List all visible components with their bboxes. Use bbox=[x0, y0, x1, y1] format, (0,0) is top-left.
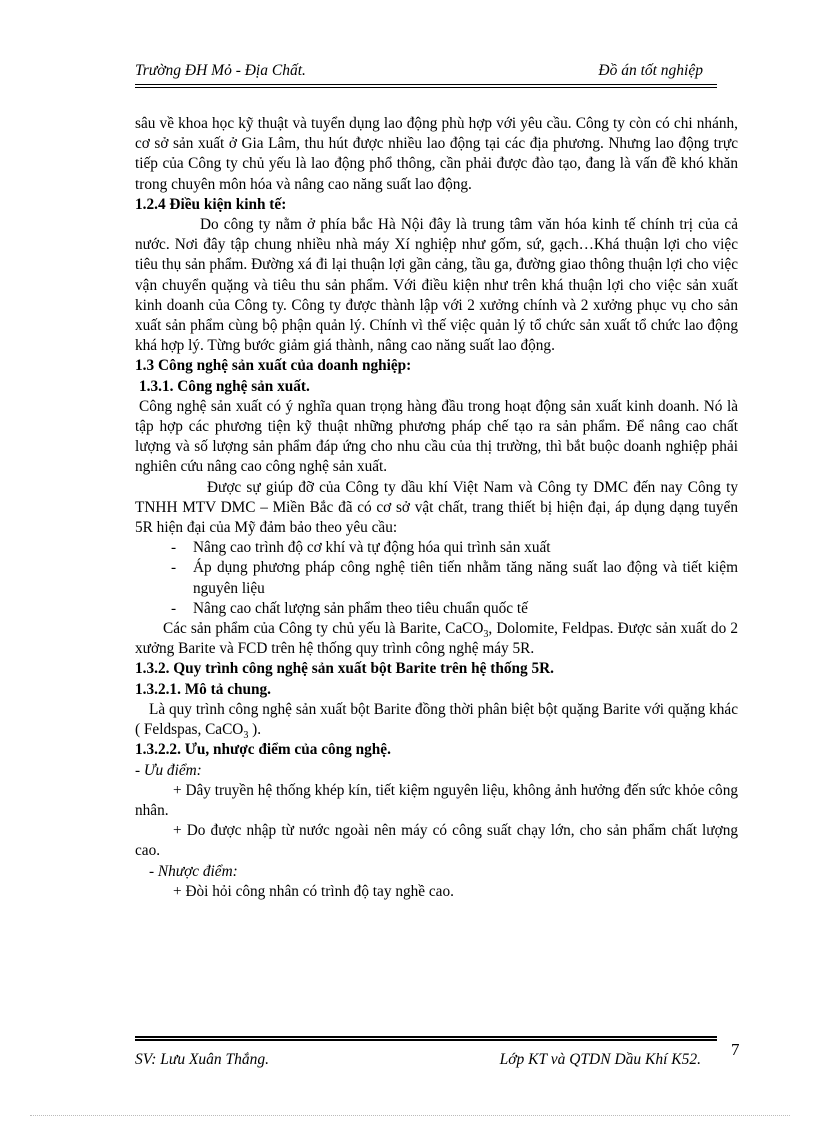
advantages-label: - Ưu điểm: bbox=[135, 761, 202, 779]
list-marker: - bbox=[171, 599, 177, 617]
page-break-line bbox=[30, 1115, 790, 1116]
subscript: 3 bbox=[483, 629, 489, 641]
header-school: Trường ĐH Mỏ - Địa Chất. bbox=[135, 62, 306, 79]
header-doc-type: Đồ án tốt nghiệp bbox=[598, 62, 703, 79]
subscript: 3 bbox=[243, 730, 249, 742]
paragraph: Công nghệ sản xuất có ý nghĩa quan trọng hàng đầu trong hoạt động sản xuất kinh doanh. Nó là tập hợp các phương tiện kỹ thuật những phương pháp chế tạo ra sản phẩm. Để nâng cao chất lượng và số lượng sản phẩm đáp ứng cho nhu cầu của thị trường, thì bắt buộc doanh nghiệp phải nghiên cứu nâng cao công nghệ sản xuất. bbox=[135, 397, 738, 476]
page-number: 7 bbox=[731, 1040, 740, 1059]
paragraph: Các sản phẩm của Công ty chủ yếu là Barite, CaCO$_3$, Dolomite, Feldpas. Được sản xuất do 2 xưởng Barite và FCD trên hệ thống quy trình công nghệ máy 5R. bbox=[135, 620, 739, 658]
section-heading: 1.3.2.1. Mô tả chung. bbox=[135, 680, 271, 698]
list-item bbox=[135, 558, 738, 598]
section-heading: 1.2.4 Điều kiện kinh tế: bbox=[135, 195, 287, 213]
section-heading: 1.3.2. Quy trình công nghệ sản xuất bột Barite trên hệ thống 5R. bbox=[135, 660, 554, 678]
section-heading: 1.3 Công nghệ sản xuất của doanh nghiệp: bbox=[135, 357, 412, 375]
page-content bbox=[135, 114, 738, 902]
paragraph: sâu về khoa học kỹ thuật và tuyển dụng lao động phù hợp với yêu cầu. Công ty còn có chi nhánh, cơ sở sản xuất ở Gia Lâm, thu hút được nhiều lao động tại các địa phương. Nhưng lao động trực tiếp của Công ty chủ yếu là lao động phổ thông, cần phải được đào tạo, đang là vấn đề khó khăn trong chuyên môn hóa và nâng cao năng suất lao động. bbox=[135, 115, 738, 193]
paragraph: + Do được nhập từ nước ngoài nên máy có công suất chạy lớn, cho sản phẩm chất lượng cao. bbox=[135, 822, 738, 860]
paragraph: + Đòi hỏi công nhân có trình độ tay nghề cao. bbox=[173, 882, 454, 900]
disadvantages-label: - Nhược điểm: bbox=[149, 862, 238, 880]
list-item bbox=[135, 599, 738, 619]
paragraph: Được sự giúp đỡ của Công ty dầu khí Việt Nam và Công ty DMC đến nay Công ty TNHH MTV DMC – Miền Bắc đã có cơ sở vật chất, trang thiết bị hiện đại, áp dụng dạng tuyển 5R hiện đại của Mỹ đảm bảo theo yêu cầu: bbox=[135, 478, 738, 537]
list-item bbox=[135, 538, 738, 558]
paragraph: Là quy trình công nghệ sản xuất bột Barite đồng thời phân biệt bột quặng Barite với quặng khác ( Feldspas, CaCO$_3$ ). bbox=[135, 700, 738, 742]
footer-student: SV: Lưu Xuân Thắng. bbox=[135, 1051, 270, 1068]
section-heading: 1.3.2.2. Ưu, nhược điểm của công nghệ. bbox=[135, 741, 391, 759]
section-heading: 1.3.1. Công nghệ sản xuất. bbox=[139, 377, 310, 395]
paragraph: + Dây truyền hệ thống khép kín, tiết kiệm nguyên liệu, không ảnh hưởng đến sức khỏe công nhân. bbox=[135, 781, 738, 819]
paragraph: Do công ty nằm ở phía bắc Hà Nội đây là trung tâm văn hóa kinh tế chính trị của cả nước. Nơi đây tập chung nhiều nhà máy Xí nghiệp như gốm, sứ, gạch…Khá thuận lợi cho việc tiêu thụ sản phẩm. Đường xá đi lại thuận lợi gần cảng, tầu ga, đường giao thông thuận lợi cho việc vận chuyển quặng và tiêu thu sản phẩm. Với điều kiện như trên khá thuận lợi cho việc sản xuất kinh doanh của Công ty. Công ty được thành lập với 2 xưởng chính và 2 xưởng phục vụ cho sản xuất sản phẩm cùng bộ phận quản lý. Chính vì thế việc quản lý tổ chức sản xuất tổ chức lao động khá hợp lý. Từng bước giảm giá thành, nâng cao năng suất lao động. bbox=[135, 216, 738, 355]
list-marker: - bbox=[171, 559, 177, 577]
page-footer bbox=[135, 1036, 717, 1068]
list-item-text: Áp dụng phương pháp công nghệ tiên tiến nhằm tăng năng suất lao động và tiết kiệm nguyên liệu bbox=[193, 559, 738, 597]
page-header bbox=[135, 58, 717, 88]
list-item-text: Nâng cao trình độ cơ khí và tự động hóa qui trình sản xuất bbox=[193, 539, 551, 557]
footer-class: Lớp KT và QTDN Dầu Khí K52. bbox=[499, 1051, 701, 1068]
list-item-text: Nâng cao chất lượng sản phẩm theo tiêu chuẩn quốc tế bbox=[193, 599, 528, 617]
list-marker: - bbox=[171, 539, 177, 557]
